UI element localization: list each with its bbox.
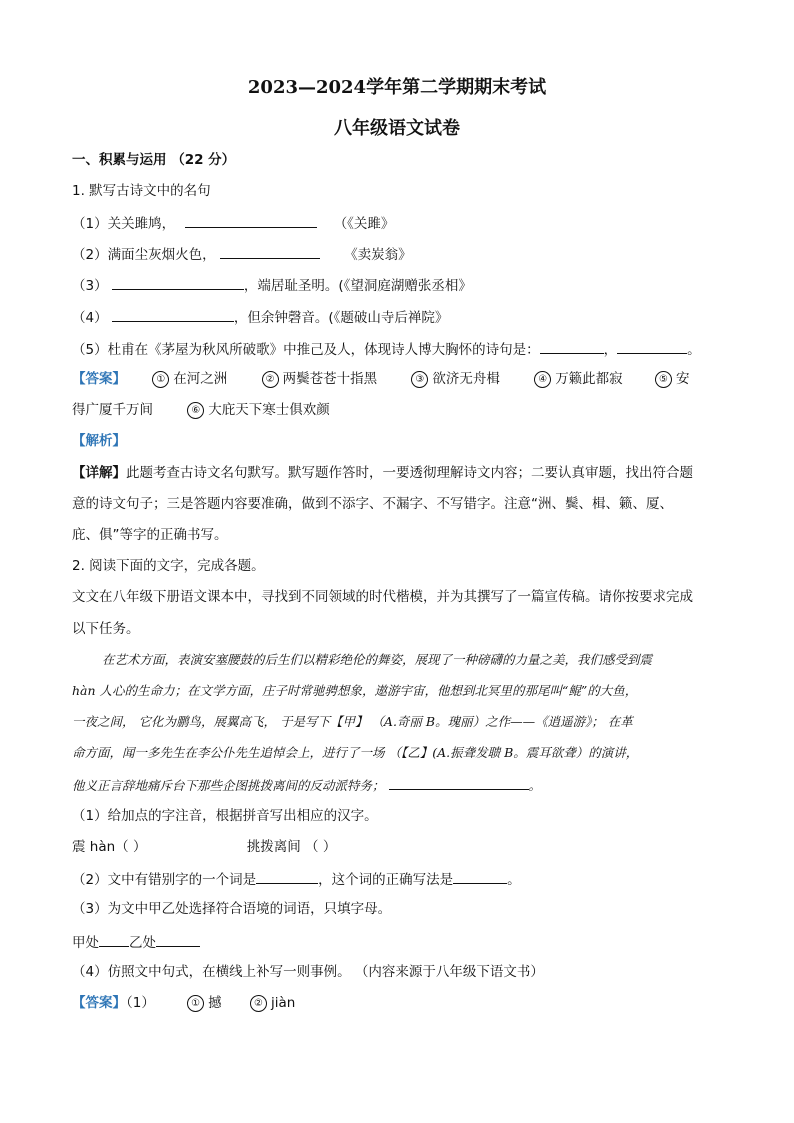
q1-item-4: （4） ，但余钟磬音。(《题破山寺后禅院》 xyxy=(72,307,448,327)
answer-blank[interactable] xyxy=(617,339,687,354)
answer-tag: 【答案】 xyxy=(72,995,126,1011)
q2-answer-row: 【答案】（1） ① 撼 ② jiàn xyxy=(72,995,296,1011)
passage-line-2: hàn 人心的生命力；在文学方面，庄子时常驰骋想象，遨游宇宙，他想到北冥里的那尾叫“鲲”的大鱼， xyxy=(72,683,638,698)
answer-blank[interactable] xyxy=(540,339,604,354)
q2-stem: 2. 阅读下面的文字，完成各题。 xyxy=(72,558,265,574)
q1-item-2: （2）满面尘灰烟火色， 《卖炭翁》 xyxy=(72,244,412,264)
q2-intro-2: 以下任务。 xyxy=(72,621,140,637)
answer-tag: 【答案】 xyxy=(72,371,126,387)
answer-blank[interactable] xyxy=(389,775,529,790)
q2-task-3: （3）为文中甲乙处选择符合语境的词语，只填字母。 xyxy=(72,901,392,917)
answer-blank[interactable] xyxy=(220,244,320,259)
answer-blank[interactable] xyxy=(256,869,318,884)
detail-tag: 【详解】 xyxy=(72,465,126,481)
q1-detail-line-2: 意的诗文句子；三是答题内容要准确，做到不添字、不漏字、不写错字。注意“洲、鬓、楫、籁、厦、 xyxy=(72,496,673,512)
q1-detail-line-3: 庇、俱”等字的正确书写。 xyxy=(72,527,228,543)
q1-detail-line-1: 【详解】此题考查古诗文名句默写。默写题作答时，一要透彻理解诗文内容；二要认真审题，找出符合题 xyxy=(72,465,693,481)
passage-line-3: 一夜之间， 它化为鹏鸟，展翼高飞， 于是写下【甲】 （A.奇丽 B。瑰丽）之作——《逍遥游》； 在革 xyxy=(72,714,633,729)
answer-blank[interactable] xyxy=(453,869,507,884)
q2-task-1-blanks: 震 hàn（ ） 挑拨离间 （ ） xyxy=(72,839,337,855)
q2-task-2: （2）文中有错别字的一个词是 ，这个词的正确写法是 。 xyxy=(72,869,521,889)
passage-line-5: 他义正言辞地痛斥台下那些企图挑拨离间的反动派特务； 。 xyxy=(72,775,541,795)
analysis-tag: 【解析】 xyxy=(72,433,126,449)
q1-item-3: （3） ，端居耻圣明。(《望洞庭湖赠张丞相》 xyxy=(72,275,472,295)
passage-line-1: 在艺术方面，表演安塞腰鼓的后生们以精彩绝伦的舞姿，展现了一种磅礴的力量之美，我们感受到震 xyxy=(102,652,653,667)
q2-task-1: （1）给加点的字注音，根据拼音写出相应的汉字。 xyxy=(72,808,378,824)
answer-blank[interactable] xyxy=(185,213,317,228)
q2-intro-1: 文文在八年级下册语文课本中，寻找到不同领域的时代楷模，并为其撰写了一篇宣传稿。请你按要求完成 xyxy=(72,589,693,605)
answer-blank[interactable] xyxy=(156,932,200,947)
answer-blank[interactable] xyxy=(112,307,234,322)
q1-answer-row: 【答案】 ① 在河之洲 ② 两鬓苍苍十指黑 ③ 欲济无舟楫 ④ 万籁此都寂 ⑤ 安 xyxy=(72,371,690,387)
passage-line-4: 命方面，闻一多先生在李公仆先生追悼会上，进行了一场 （【乙】(A.振聋发聩 B。震耳欲聋）的演讲， xyxy=(72,745,639,760)
q1-item-5: （5）杜甫在《茅屋为秋风所破歌》中推己及人，体现诗人博大胸怀的诗句是： ， 。 xyxy=(72,339,701,359)
q2-task-3-blanks: 甲处 乙处 xyxy=(72,932,200,952)
answer-blank[interactable] xyxy=(112,275,244,290)
exam-subtitle: 八年级语文试卷 xyxy=(334,118,460,139)
answer-blank[interactable] xyxy=(99,932,129,947)
q1-answer-row-2: 得广厦千万间 ⑥ 大庇天下寒士俱欢颜 xyxy=(72,402,330,418)
section-heading: 一、积累与运用 （22 分） xyxy=(72,152,236,168)
q1-item-1: （1）关关雎鸠， （《关雎》 xyxy=(72,213,394,233)
q1-stem: 1. 默写古诗文中的名句 xyxy=(72,183,211,199)
exam-title: 2023—2024学年第二学期期末考试 xyxy=(247,77,547,98)
q2-task-4: （4）仿照文中句式，在横线上补写一则事例。 （内容来源于八年级下语文书） xyxy=(72,964,544,980)
